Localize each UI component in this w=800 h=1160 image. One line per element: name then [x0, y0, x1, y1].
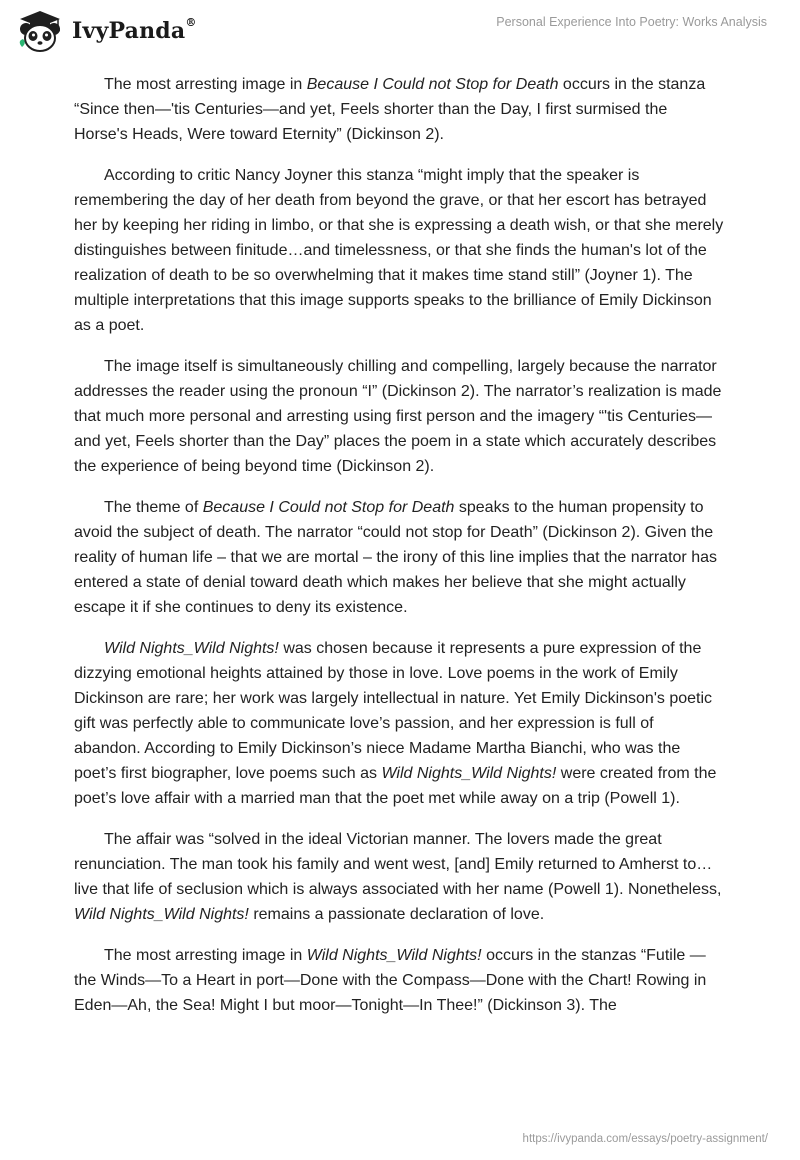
paragraph-text: The most arresting image in [104, 76, 307, 93]
panda-mascot-icon [14, 9, 66, 53]
paragraph-text: The image itself is simultaneously chilling and compelling, largely because the narrator addresses the reader using the pronoun “I” (Dickinson 2). The narrator’s realization is made that much more personal and arresting using first person and the imagery “'tis Centuries—and yet, Feels shorter than the Day” places the poem in a state which accurately describes the experience of being beyond time (Dickinson 2). [74, 358, 722, 475]
italic-title-text: Because I Could not Stop for Death [202, 499, 455, 516]
essay-paragraph [74, 495, 724, 620]
paragraph-text: The theme of [104, 499, 203, 516]
paragraph-text: According to critic Nancy Joyner this stanza “might imply that the speaker is remembering the day of her death from beyond the grave, or that her escort has betrayed her by keeping her riding in limbo, or that she is expressing a death wish, or that she merely distinguishes between finitude…and timelessness, or that she finds the human's lot of the realization of death to be so overwhelming that it makes time stand still” (Joyner 1). The multiple interpretations that this image supports speaks to the brilliance of Emily Dickinson as a poet. [74, 167, 724, 334]
page-header [0, 0, 800, 60]
essay-paragraph [74, 943, 724, 1018]
italic-title-text: Wild Nights_Wild Nights! [306, 947, 482, 964]
paragraph-text: remains a passionate declaration of love. [248, 906, 545, 923]
paragraph-text: The most arresting image in [104, 947, 307, 964]
essay-paragraph [74, 163, 724, 338]
essay-body [74, 72, 724, 1034]
paragraph-text: were created from the poet’s love affair with a married man that the poet met while away on a trip (Powell 1). [74, 765, 717, 807]
ivypanda-logo[interactable] [14, 8, 197, 54]
paragraph-text: was chosen because it represents a pure expression of the dizzying emotional heights attained by those in love. Love poems in the work of Emily Dickinson are rare; her work was largely intellectual in nature. Yet Emily Dickinson's poetic gift was perfectly able to communicate love’s passion, and her expression is full of abandon. According to Emily Dickinson’s niece Madame Martha Bianchi, who was the poet’s first biographer, love poems such as [74, 640, 713, 782]
brand-name: IvyPanda® [72, 16, 197, 44]
paragraph-text: occurs in the stanza “Since then—'tis Centuries—and yet, Feels shorter than the Day, I first surmised the Horse's Heads, Were toward Eternity” (Dickinson 2). [74, 76, 706, 143]
italic-title-text: Because I Could not Stop for Death [306, 76, 559, 93]
footer-source-url[interactable]: https://ivypanda.com/essays/poetry-assignment/ [522, 1133, 768, 1145]
paragraph-text: speaks to the human propensity to avoid the subject of death. The narrator “could not stop for Death” (Dickinson 2). Given the reality of human life – that we are mortal – the irony of this line implies that the narrator has entered a state of denial toward death which makes her believe that she might actually escape it if she continues to deny its existence. [74, 499, 717, 616]
paragraph-text: The affair was “solved in the ideal Victorian manner. The lovers made the great renunciation. The man took his family and went west, [and] Emily returned to Amherst to…live that life of seclusion which is always associated with her name (Powell 1). Nonetheless, [74, 831, 722, 898]
paragraph-text: occurs in the stanzas “Futile —the Winds—To a Heart in port—Done with the Compass—Done with the Chart! Rowing in Eden—Ah, the Sea! Might I but moor—Tonight—In Thee!” (Dickinson 3). The [74, 947, 707, 1014]
essay-paragraph [74, 827, 724, 927]
italic-title-text: Wild Nights_Wild Nights! [381, 765, 557, 782]
page-title: Personal Experience Into Poetry: Works Analysis [496, 15, 767, 29]
italic-title-text: Wild Nights_Wild Nights! [104, 640, 279, 657]
essay-paragraph [74, 636, 724, 811]
essay-paragraph [74, 72, 724, 147]
essay-paragraph [74, 354, 724, 479]
italic-title-text: Wild Nights_Wild Nights! [74, 906, 249, 923]
